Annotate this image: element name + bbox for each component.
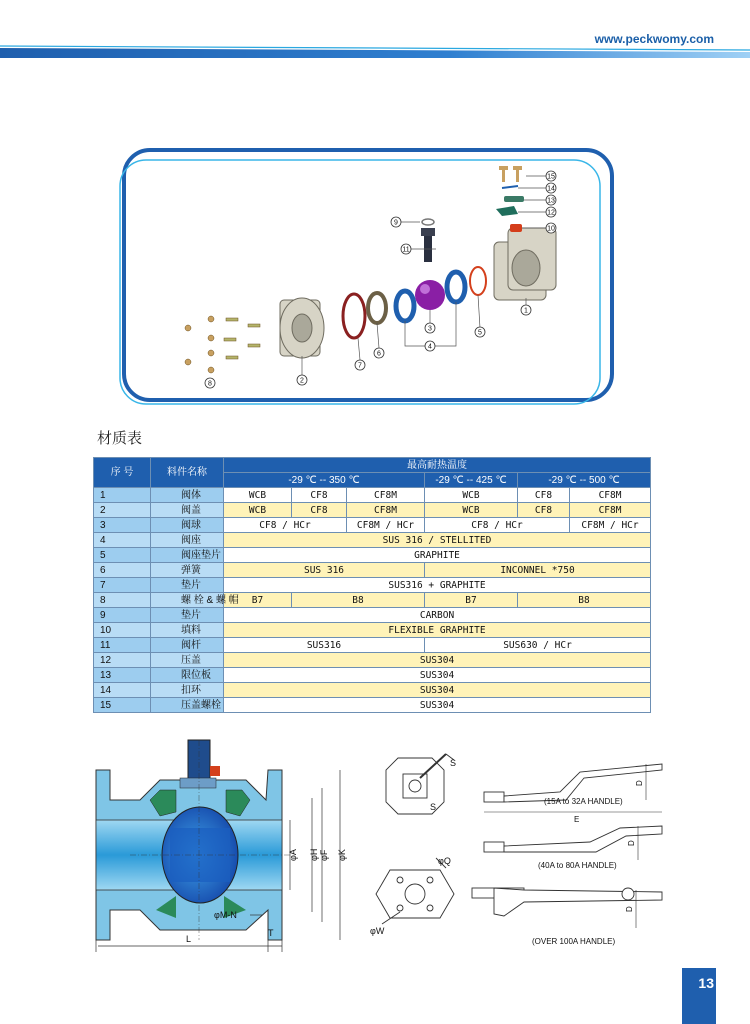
part-name: 螺 栓 & 螺 帽 xyxy=(151,593,224,608)
part-name: 阀座垫片 xyxy=(151,548,224,563)
table-row xyxy=(94,578,651,593)
dim-phi-h: φH xyxy=(309,848,319,861)
material-cell: FLEXIBLE GRAPHITE xyxy=(224,623,651,638)
callout-2: 2 xyxy=(300,377,304,385)
material-cell: CF8M xyxy=(347,503,425,518)
table-row xyxy=(94,488,651,503)
dim-phi-q: φQ xyxy=(438,856,451,866)
material-cell: WCB xyxy=(425,503,518,518)
table-row xyxy=(94,698,651,713)
material-cell: CARBON xyxy=(224,608,651,623)
row-number: 14 xyxy=(94,683,151,698)
material-cell: GRAPHITE xyxy=(224,548,651,563)
callout-1: 1 xyxy=(524,307,528,315)
dim-s-top: S xyxy=(450,758,457,768)
material-cell: SUS630 / HCr xyxy=(425,638,651,653)
table-row xyxy=(94,533,651,548)
callout-9: 9 xyxy=(394,219,398,227)
callout-12: 12 xyxy=(547,209,555,217)
section-view xyxy=(96,740,290,940)
callout-5: 5 xyxy=(478,329,482,337)
row-number: 13 xyxy=(94,668,151,683)
handle-over-100a-label: (OVER 100A HANDLE) xyxy=(532,937,616,946)
fastener-group xyxy=(185,316,260,373)
callout-8: 8 xyxy=(208,380,212,388)
header-range: -29 ℃ -- 500 ℃ xyxy=(518,473,651,488)
callout-15: 15 xyxy=(547,173,555,181)
material-table xyxy=(93,457,651,713)
material-cell: SUS304 xyxy=(224,653,651,668)
table-row xyxy=(94,608,651,623)
dim-phi-m-n: φM-N xyxy=(214,910,237,920)
material-cell: SUS316 xyxy=(224,638,425,653)
table-row xyxy=(94,683,651,698)
material-cell: SUS 316 / STELLITED xyxy=(224,533,651,548)
part-name: 垫片 xyxy=(151,608,224,623)
part-name: 扣环 xyxy=(151,683,224,698)
header-bar xyxy=(0,46,750,58)
dim-l: L xyxy=(186,934,192,944)
header-temp-group: 最高耐热温度 xyxy=(224,458,651,473)
row-number: 7 xyxy=(94,578,151,593)
top-plate-view xyxy=(386,754,457,814)
callout-10: 10 xyxy=(547,225,555,233)
part-name: 阀座 xyxy=(151,533,224,548)
table-row xyxy=(94,623,651,638)
row-number: 12 xyxy=(94,653,151,668)
part-name: 限位板 xyxy=(151,668,224,683)
material-cell: B8 xyxy=(518,593,651,608)
table-row xyxy=(94,593,651,608)
cap-flange xyxy=(280,298,324,358)
part-name: 阀盖 xyxy=(151,503,224,518)
material-cell: CF8 xyxy=(518,503,570,518)
row-number: 11 xyxy=(94,638,151,653)
table-row xyxy=(94,548,651,563)
part-name: 填料 xyxy=(151,623,224,638)
row-number: 10 xyxy=(94,623,151,638)
dim-phi-w: φW xyxy=(370,926,385,936)
handle-40a-80a-label: (40A to 80A HANDLE) xyxy=(538,861,617,870)
callout-3: 3 xyxy=(428,325,432,333)
material-cell: SUS304 xyxy=(224,668,651,683)
header-range: -29 ℃ -- 425 ℃ xyxy=(425,473,518,488)
material-cell: SUS316 + GRAPHITE xyxy=(224,578,651,593)
material-cell: WCB xyxy=(224,503,292,518)
header-no: 序 号 xyxy=(94,458,151,488)
material-cell: B8 xyxy=(292,593,425,608)
dim-d-2: D xyxy=(627,840,636,846)
handle-15a-32a-label: (15A to 32A HANDLE) xyxy=(544,797,623,806)
page-number: 13 xyxy=(698,975,714,991)
exploded-view-diagram xyxy=(118,148,618,406)
table-row xyxy=(94,638,651,653)
table-row xyxy=(94,503,651,518)
row-number: 15 xyxy=(94,698,151,713)
valve-body xyxy=(494,225,556,300)
header-range: -29 ℃ -- 350 ℃ xyxy=(224,473,425,488)
part-name: 压盖 xyxy=(151,653,224,668)
part-name: 阀杆 xyxy=(151,638,224,653)
bottom-plate-view xyxy=(376,858,454,924)
material-cell: CF8M xyxy=(570,503,651,518)
callout-11: 11 xyxy=(402,246,410,254)
material-cell: CF8M / HCr xyxy=(570,518,651,533)
material-cell: B7 xyxy=(224,593,292,608)
material-cell: SUS 316 xyxy=(224,563,425,578)
handle-views xyxy=(472,764,662,916)
material-cell: CF8 xyxy=(518,488,570,503)
callout-4: 4 xyxy=(428,343,432,351)
dim-s-side: S xyxy=(430,802,437,812)
part-name: 弹簧 xyxy=(151,563,224,578)
material-cell: SUS304 xyxy=(224,683,651,698)
row-number: 8 xyxy=(94,593,151,608)
row-number: 2 xyxy=(94,503,151,518)
material-cell: B7 xyxy=(425,593,518,608)
callout-14: 14 xyxy=(547,185,555,193)
dim-phi-a: φA xyxy=(288,849,298,861)
row-number: 3 xyxy=(94,518,151,533)
material-cell: CF8 xyxy=(292,503,347,518)
dim-phi-k: φK xyxy=(337,849,347,861)
table-row xyxy=(94,668,651,683)
header-name: 料件名称 xyxy=(151,458,224,488)
material-cell: INCONNEL *750 xyxy=(425,563,651,578)
header-url[interactable]: www.peckwomy.com xyxy=(594,32,714,46)
material-cell: WCB xyxy=(425,488,518,503)
material-cell: CF8 / HCr xyxy=(425,518,570,533)
material-cell: CF8 / HCr xyxy=(224,518,347,533)
dim-e: E xyxy=(574,815,580,824)
table-row xyxy=(94,563,651,578)
material-cell: WCB xyxy=(224,488,292,503)
part-name: 阀球 xyxy=(151,518,224,533)
material-table-body xyxy=(94,488,651,713)
dim-phi-f: φF xyxy=(319,849,329,861)
row-number: 9 xyxy=(94,608,151,623)
callout-7: 7 xyxy=(358,362,362,370)
table-row xyxy=(94,518,651,533)
row-number: 4 xyxy=(94,533,151,548)
part-name: 阀体 xyxy=(151,488,224,503)
callout-13: 13 xyxy=(547,197,555,205)
dim-d-1: D xyxy=(635,780,644,786)
material-cell: CF8M xyxy=(570,488,651,503)
part-name: 垫片 xyxy=(151,578,224,593)
table-row xyxy=(94,653,651,668)
material-cell: CF8M xyxy=(347,488,425,503)
section-title: 材质表 xyxy=(97,430,143,447)
part-name: 压盖螺栓 xyxy=(151,698,224,713)
dim-t: T xyxy=(268,928,274,938)
row-number: 1 xyxy=(94,488,151,503)
material-cell: CF8M / HCr xyxy=(347,518,425,533)
material-cell: CF8 xyxy=(292,488,347,503)
row-number: 6 xyxy=(94,563,151,578)
dim-d-3: D xyxy=(625,906,634,912)
callout-6: 6 xyxy=(377,350,381,358)
dimension-drawings xyxy=(0,740,750,970)
material-cell: SUS304 xyxy=(224,698,651,713)
row-number: 5 xyxy=(94,548,151,563)
